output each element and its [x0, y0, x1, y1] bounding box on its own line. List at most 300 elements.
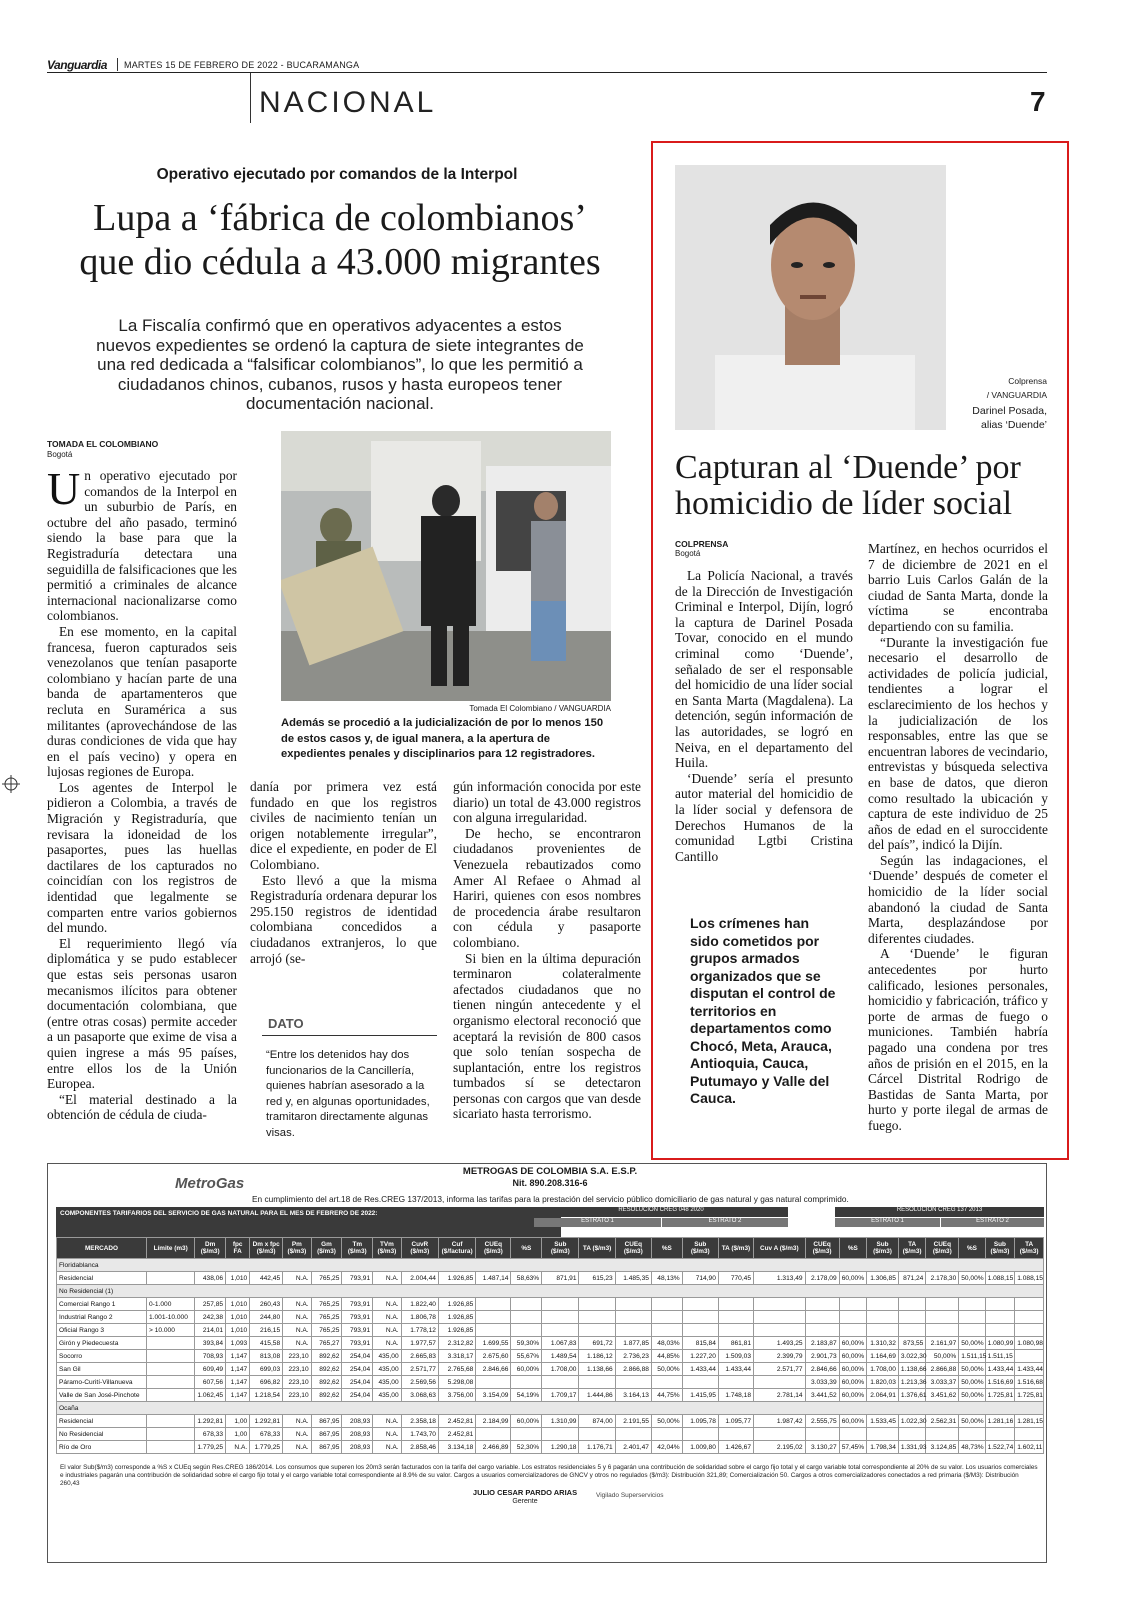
table-cell: 442,45: [250, 1272, 283, 1285]
column-header: fpc FA: [226, 1238, 250, 1259]
table-cell: [1015, 1428, 1044, 1441]
table-cell: N.A.: [283, 1441, 312, 1454]
table-cell: 257,85: [195, 1298, 226, 1311]
table-cell: N.A.: [283, 1337, 312, 1350]
table-cell: [985, 1428, 1015, 1441]
table-cell: 60,00%: [839, 1415, 866, 1428]
table-cell: [985, 1298, 1015, 1311]
paragraph: Los agentes de Interpol le pidieron a Colombia, a través de Migración y Registraduría, que revisara la idoneidad de los pasaportes, pues las huellas dactilares de los capturados no coincidían con los registros de identidad que legalmente se comparten entre varios gobiernos del mundo.: [47, 779, 237, 936]
table-cell: 714,90: [682, 1272, 718, 1285]
section-title: NACIONAL: [259, 86, 437, 119]
table-cell: [511, 1376, 542, 1389]
table-cell: [926, 1324, 959, 1337]
table-cell: 874,00: [579, 1415, 615, 1428]
dato-text: “Entre los detenidos hay dos funcionarios de la Cancillería, quienes habrían asesorado a la red y, en algunas oportunidades, tramitaron directamente algunas visas.: [266, 1049, 430, 1139]
table-cell: [867, 1324, 899, 1337]
table-cell: 50,00%: [651, 1415, 682, 1428]
table-cell: [718, 1376, 753, 1389]
table-cell: 1.426,67: [718, 1441, 753, 1454]
table-cell: N.A.: [373, 1298, 402, 1311]
table-cell: [959, 1311, 985, 1324]
tariff-table: [56, 1237, 1044, 1454]
table-cell: 208,93: [342, 1428, 373, 1441]
table-cell: N.A.: [373, 1311, 402, 1324]
table-cell: 1.489,54: [542, 1350, 579, 1363]
table-cell: 54,19%: [511, 1389, 542, 1402]
column-header: Tm ($/m3): [342, 1238, 373, 1259]
table-cell: [147, 1428, 195, 1441]
table-cell: 892,62: [311, 1389, 342, 1402]
table-cell: 58,63%: [511, 1272, 542, 1285]
table-cell: 1,147: [226, 1376, 250, 1389]
table-cell: 1.331,93: [898, 1441, 925, 1454]
table-cell: 1.433,44: [718, 1363, 753, 1376]
table-cell: [511, 1298, 542, 1311]
table-cell: 254,04: [342, 1350, 373, 1363]
table-row: [57, 1272, 1044, 1285]
table-cell: 2.736,23: [615, 1350, 651, 1363]
table-cell: [615, 1298, 651, 1311]
table-cell: 1.487,14: [476, 1272, 511, 1285]
table-cell: 1.708,00: [542, 1363, 579, 1376]
table-cell: 1.444,86: [579, 1389, 615, 1402]
column-header: Cuv A ($/m3): [754, 1238, 806, 1259]
table-cell: [542, 1311, 579, 1324]
table-cell: 3.068,63: [401, 1389, 438, 1402]
table-cell: 50,00%: [959, 1272, 985, 1285]
table-section-cell: No Residencial (1): [57, 1285, 1044, 1298]
table-cell: [579, 1376, 615, 1389]
table-section-cell: Ocaña: [57, 1402, 1044, 1415]
table-cell: [1015, 1311, 1044, 1324]
column-header: %S: [651, 1238, 682, 1259]
main-column-3: [453, 779, 641, 1122]
table-cell: [147, 1272, 195, 1285]
paragraph: El requerimiento llegó vía diplomática y se pudo establecer que estas seis personas usaron mecanismos ilícitos para obtener documentación colombiana, que (entre otras cosas) permite acceder a un pasaporte que exime de visa a quien ingrese a más 95 países, entre ellos los de la Unión Europea.: [47, 935, 237, 1092]
table-cell: 2.846,66: [476, 1363, 511, 1376]
brand-logo: Vanguardia: [47, 58, 107, 72]
table-cell: 3.154,09: [476, 1389, 511, 1402]
table-cell: N.A.: [373, 1415, 402, 1428]
column-header: TA ($/m3): [579, 1238, 615, 1259]
table-cell: 1.511,15: [959, 1350, 985, 1363]
table-cell: 867,95: [311, 1441, 342, 1454]
table-cell: N.A.: [226, 1441, 250, 1454]
table-cell: 1.516,68: [1015, 1376, 1044, 1389]
table-cell: 1.433,44: [682, 1363, 718, 1376]
table-cell: 2.846,66: [805, 1363, 839, 1376]
pull-quote: Los crímenes han sido cometidos por grupos armados organizados que se disputan el control de territorios en departamentos como Chocó, Meta, Arauca, Antioquia, Cauca, Putumayo y Valle del Cauca.: [690, 915, 836, 1106]
table-cell: 1.227,20: [682, 1350, 718, 1363]
table-cell: [476, 1428, 511, 1441]
registration-mark-icon: [2, 775, 20, 793]
table-row: [57, 1415, 1044, 1428]
table-cell: [805, 1311, 839, 1324]
table-cell: 60,00%: [839, 1363, 866, 1376]
table-cell: 60,00%: [839, 1376, 866, 1389]
dato-rule: [262, 1035, 437, 1036]
table-cell: 892,62: [311, 1350, 342, 1363]
table-cell: [1015, 1350, 1044, 1363]
table-cell: [147, 1350, 195, 1363]
table-cell: 2.358,18: [401, 1415, 438, 1428]
table-cell: San Gil: [57, 1363, 147, 1376]
table-cell: 216,15: [250, 1324, 283, 1337]
column-header: CUEq ($/m3): [476, 1238, 511, 1259]
table-cell: [542, 1376, 579, 1389]
table-cell: [959, 1428, 985, 1441]
table-cell: 770,45: [718, 1272, 753, 1285]
table-cell: 1.281,16: [985, 1415, 1015, 1428]
table-cell: 2.765,68: [438, 1363, 475, 1376]
table-cell: 1.080,99: [985, 1337, 1015, 1350]
masthead-divider: [117, 58, 118, 71]
table-cell: [718, 1324, 753, 1337]
table-cell: 50,00%: [959, 1363, 985, 1376]
table-cell: 223,10: [283, 1363, 312, 1376]
tariff-table-wrap: [56, 1207, 1044, 1454]
column-header: Cuf ($/factura): [438, 1238, 475, 1259]
table-row: [57, 1441, 1044, 1454]
column-header: Gm ($/m3): [311, 1238, 342, 1259]
table-cell: 2.183,87: [805, 1337, 839, 1350]
table-cell: [476, 1311, 511, 1324]
table-cell: [959, 1298, 985, 1311]
table-cell: 1.806,78: [401, 1311, 438, 1324]
table-cell: 2.866,88: [615, 1363, 651, 1376]
table-row: [57, 1363, 1044, 1376]
table-cell: 254,04: [342, 1389, 373, 1402]
table-cell: 223,10: [283, 1389, 312, 1402]
table-cell: 2.184,99: [476, 1415, 511, 1428]
table-cell: 678,33: [195, 1428, 226, 1441]
table-cell: 44,85%: [651, 1350, 682, 1363]
table-cell: 1.926,85: [438, 1272, 475, 1285]
table-cell: [718, 1311, 753, 1324]
table-cell: N.A.: [283, 1428, 312, 1441]
dateline: MARTES 15 DE FEBRERO DE 2022 - BUCARAMANGA: [124, 60, 360, 70]
table-cell: 1.533,45: [867, 1415, 899, 1428]
table-cell: 48,03%: [651, 1337, 682, 1350]
table-row: [57, 1389, 1044, 1402]
table-cell: 892,62: [311, 1363, 342, 1376]
table-cell: 2.401,47: [615, 1441, 651, 1454]
company-nit: Nit. 890.208.316-6: [512, 1178, 588, 1188]
suspect-caption-2: alias ‘Duende’: [981, 419, 1047, 431]
table-cell: [579, 1311, 615, 1324]
table-cell: 1,010: [226, 1298, 250, 1311]
table-cell: 813,08: [250, 1350, 283, 1363]
table-cell: 1.699,55: [476, 1337, 511, 1350]
table-cell: 44,75%: [651, 1389, 682, 1402]
suspect-photo-illustration: [675, 165, 946, 430]
table-cell: 1.709,17: [542, 1389, 579, 1402]
table-cell: 1,010: [226, 1324, 250, 1337]
table-cell: [805, 1428, 839, 1441]
table-cell: 691,72: [579, 1337, 615, 1350]
table-cell: > 10.000: [147, 1324, 195, 1337]
table-cell: 1,00: [226, 1428, 250, 1441]
table-cell: 2.901,73: [805, 1350, 839, 1363]
side-byline: COLPRENSA: [675, 539, 729, 549]
table-cell: 1,147: [226, 1389, 250, 1402]
paragraph: Según las indagaciones, el ‘Duende’ después de cometer el homicidio de la líder social abandonó la ciudad de Santa Marta, desplazándose por diferentes ciudades.: [868, 852, 1048, 946]
photo-credit: Tomada El Colombiano / VANGUARDIA: [469, 704, 611, 713]
table-row: [57, 1402, 1044, 1415]
table-cell: 892,62: [311, 1376, 342, 1389]
table-cell: 765,25: [311, 1324, 342, 1337]
table-cell: 1.164,69: [867, 1350, 899, 1363]
table-cell: 765,25: [311, 1298, 342, 1311]
table-cell: [147, 1415, 195, 1428]
table-cell: 2.858,46: [401, 1441, 438, 1454]
table-cell: 42,04%: [651, 1441, 682, 1454]
table-cell: 254,04: [342, 1376, 373, 1389]
table-cell: 1.509,03: [718, 1350, 753, 1363]
table-cell: 48,13%: [651, 1272, 682, 1285]
table-cell: 2.064,91: [867, 1389, 899, 1402]
table-cell: [476, 1376, 511, 1389]
table-cell: 699,03: [250, 1363, 283, 1376]
table-cell: 1.138,66: [579, 1363, 615, 1376]
table-header-row: [57, 1238, 1044, 1259]
table-cell: 3.134,18: [438, 1441, 475, 1454]
resolution-048: RESOLUCIÓN CREG 048 2020: [534, 1207, 788, 1217]
table-cell: Socorro: [57, 1350, 147, 1363]
table-cell: 60,00%: [839, 1337, 866, 1350]
resolution-137: RESOLUCIÓN CREG 137 2013: [835, 1207, 1044, 1217]
table-cell: 3.756,00: [438, 1389, 475, 1402]
column-header: Pm ($/m3): [283, 1238, 312, 1259]
side-byline-place: Bogotá: [675, 549, 701, 558]
table-cell: 2.569,56: [401, 1376, 438, 1389]
table-cell: 3.318,17: [438, 1350, 475, 1363]
table-cell: 223,10: [283, 1350, 312, 1363]
table-row: [57, 1259, 1044, 1272]
table-cell: 793,91: [342, 1298, 373, 1311]
table-row: [57, 1337, 1044, 1350]
table-cell: [805, 1324, 839, 1337]
raid-photo: [281, 431, 611, 701]
table-cell: 2.191,55: [615, 1415, 651, 1428]
suspect-caption-1: Darinel Posada,: [972, 405, 1047, 417]
table-cell: [579, 1298, 615, 1311]
table-cell: [542, 1428, 579, 1441]
table-cell: 60,00%: [839, 1389, 866, 1402]
table-cell: N.A.: [373, 1428, 402, 1441]
table-cell: 438,06: [195, 1272, 226, 1285]
table-cell: 0-1.000: [147, 1298, 195, 1311]
table-cell: [147, 1363, 195, 1376]
table-cell: 2.781,14: [754, 1389, 806, 1402]
table-cell: 1.088,15: [985, 1272, 1015, 1285]
table-cell: 3.124,85: [926, 1441, 959, 1454]
table-cell: 50,00%: [959, 1415, 985, 1428]
table-cell: 1.281,15: [1015, 1415, 1044, 1428]
table-cell: [542, 1298, 579, 1311]
table-cell: 2.399,79: [754, 1350, 806, 1363]
table-cell: [615, 1324, 651, 1337]
table-cell: 208,93: [342, 1415, 373, 1428]
table-cell: 2.178,30: [926, 1272, 959, 1285]
table-cell: [985, 1311, 1015, 1324]
table-cell: 59,30%: [511, 1337, 542, 1350]
table-cell: 1.290,18: [542, 1441, 579, 1454]
table-cell: 1.820,03: [867, 1376, 899, 1389]
table-cell: 765,25: [311, 1311, 342, 1324]
table-cell: N.A.: [373, 1272, 402, 1285]
table-cell: [511, 1311, 542, 1324]
table-cell: 2.178,09: [805, 1272, 839, 1285]
byline: TOMADA EL COLOMBIANO: [47, 439, 159, 449]
table-cell: [615, 1376, 651, 1389]
paragraph: Martínez, en hechos ocurridos el 7 de diciembre de 2021 en el barrio Luis Carlos Galán de la ciudad de Santa Marta, donde la víctima se encontraba departiendo con su familia.: [868, 541, 1048, 634]
table-row: [57, 1311, 1044, 1324]
side-column-2: [868, 541, 1048, 1134]
column-header: Sub ($/m3): [985, 1238, 1015, 1259]
table-cell: 3.033,37: [926, 1376, 959, 1389]
table-cell: 1.095,78: [682, 1415, 718, 1428]
table-cell: 708,93: [195, 1350, 226, 1363]
table-cell: 52,30%: [511, 1441, 542, 1454]
estrato-2-137: ESTRATO 2: [941, 1218, 1044, 1227]
table-cell: N.A.: [283, 1298, 312, 1311]
table-cell: [579, 1324, 615, 1337]
table-cell: [839, 1311, 866, 1324]
column-header: TA ($/m3): [1015, 1238, 1044, 1259]
table-cell: 208,93: [342, 1441, 373, 1454]
table-cell: 1.009,80: [682, 1441, 718, 1454]
table-cell: 765,27: [311, 1337, 342, 1350]
table-cell: [651, 1376, 682, 1389]
table-cell: [682, 1311, 718, 1324]
column-header: Sub ($/m3): [682, 1238, 718, 1259]
table-cell: [754, 1428, 806, 1441]
table-cell: 214,01: [195, 1324, 226, 1337]
table-cell: 1.062,45: [195, 1389, 226, 1402]
table-cell: [651, 1298, 682, 1311]
table-cell: 3.451,62: [926, 1389, 959, 1402]
masthead-rule: [47, 72, 1047, 73]
table-cell: 1.877,85: [615, 1337, 651, 1350]
table-cell: 435,00: [373, 1363, 402, 1376]
table-cell: 1.511,15: [985, 1350, 1015, 1363]
table-cell: 1.088,15: [1015, 1272, 1044, 1285]
table-cell: [985, 1324, 1015, 1337]
table-cell: [754, 1298, 806, 1311]
table-cell: 2.466,89: [476, 1441, 511, 1454]
table-cell: 2.195,02: [754, 1441, 806, 1454]
table-cell: N.A.: [283, 1415, 312, 1428]
table-cell: 1.516,69: [985, 1376, 1015, 1389]
table-cell: 244,80: [250, 1311, 283, 1324]
table-cell: 3.164,13: [615, 1389, 651, 1402]
table-cell: 2.571,77: [401, 1363, 438, 1376]
table-cell: 1.798,34: [867, 1441, 899, 1454]
suspect-photo-credit-1: Colprensa: [1008, 376, 1047, 386]
table-cell: [147, 1337, 195, 1350]
table-cell: N.A.: [283, 1272, 312, 1285]
table-cell: No Residencial: [57, 1428, 147, 1441]
table-cell: 1.138,66: [898, 1363, 925, 1376]
table-cell: 1.313,49: [754, 1272, 806, 1285]
table-cell: 1.067,83: [542, 1337, 579, 1350]
table-cell: [867, 1311, 899, 1324]
table-cell: N.A.: [373, 1324, 402, 1337]
suspect-photo: [675, 165, 946, 430]
table-cell: 1.926,85: [438, 1324, 475, 1337]
table-cell: [898, 1428, 925, 1441]
table-cell: 2.452,81: [438, 1415, 475, 1428]
table-cell: 2.452,81: [438, 1428, 475, 1441]
table-cell: [959, 1324, 985, 1337]
metrogas-logo: MetroGas: [175, 1175, 245, 1192]
table-cell: 5.298,08: [438, 1376, 475, 1389]
table-cell: 793,91: [342, 1337, 373, 1350]
table-cell: Girón y Piedecuesta: [57, 1337, 147, 1350]
kicker: Operativo ejecutado por comandos de la Interpol: [156, 166, 518, 183]
table-cell: [651, 1324, 682, 1337]
paragraph: n operativo ejecutado por comandos de la Interpol en un suburbio de París, en octubre del año pasado, terminó siendo la base para que la Registraduría detectara una seguidilla de falsificaciones que les permitió a criminales de alcance internacional nacionalizarse como colombianos.: [47, 468, 237, 624]
estrato-2-048: ESTRATO 2: [662, 1218, 788, 1227]
table-cell: 1.433,44: [1015, 1363, 1044, 1376]
table-cell: 815,84: [682, 1337, 718, 1350]
table-cell: [579, 1428, 615, 1441]
ad-footnote: El valor Sub($/m3) corresponde a %S x CUEq según Res.CREG 186/2014. Los consumos que superen los 20m3 serán facturados con la tarifa del cargo variable. Los estratos residenciales 5 y 6 pagarán una contribución de solidaridad sobre el cargo fijo total y el cargo variable total correspondiente al 20% de su valor. Los usuarios comerciales e industriales pagarán una contribución de solidaridad sobre el cargo fijo total y el cargo variable total correspondiente al 8.9% de su valor. Cargos a usuarios comercializadores de GNCV y otros no regulados ($/m3): Distribución 321,89; Comercialización 50. Cargos a otros comercializadores conectados a red primaria ($/M3): Distribución 260,43: [60, 1464, 1038, 1487]
table-cell: 1,010: [226, 1311, 250, 1324]
table-cell: Páramo-Curití-Villanueva: [57, 1376, 147, 1389]
suspect-photo-credit-2: / VANGUARDIA: [986, 390, 1047, 400]
table-cell: 2.161,97: [926, 1337, 959, 1350]
paragraph: De hecho, se encontraron ciudadanos provenientes de Venezuela rebautizados como Amer Al Refaee o Ahmad al Hariri, quienes con esos nombres de procedencia árabe resultaron con cédula y pasaporte colombiano.: [453, 825, 641, 950]
column-header: Sub ($/m3): [542, 1238, 579, 1259]
table-cell: 48,73%: [959, 1441, 985, 1454]
table-cell: N.A.: [283, 1311, 312, 1324]
table-cell: [754, 1324, 806, 1337]
table-cell: [651, 1428, 682, 1441]
photo-caption: Además se procedió a la judicialización de por lo menos 150 de estos casos y, de igual manera, a la apertura de expedientes penales y disciplinarios para 12 registradores.: [281, 717, 604, 760]
table-cell: [476, 1324, 511, 1337]
ad-intro: En cumplimiento del art.18 de Res.CREG 137/2013, informa las tarifas para la prestación del servicio público domiciliario de gas natural y gas natural comprimido.: [252, 1194, 849, 1204]
table-cell: [839, 1298, 866, 1311]
table-cell: 1.213,36: [898, 1376, 925, 1389]
table-section-cell: Floridablanca: [57, 1259, 1044, 1272]
column-header: Dm ($/m3): [195, 1238, 226, 1259]
table-cell: [867, 1298, 899, 1311]
table-cell: 2.866,88: [926, 1363, 959, 1376]
byline-place: Bogotá: [47, 450, 73, 459]
deck: La Fiscalía confirmó que en operativos adyacentes a estos nuevos expedientes se ordenó la captura de siete integrantes de una red dedicada a “falsificar colombianos”, lo que les permitió a ciudadanos chinos, cubanos, rusos y hasta europeos tener documentación nacional.: [96, 316, 584, 413]
table-row: [57, 1285, 1044, 1298]
column-header: Límite (m3): [147, 1238, 195, 1259]
table-cell: 60,00%: [511, 1363, 542, 1376]
table-cell: 867,95: [311, 1415, 342, 1428]
table-cell: 1,00: [226, 1415, 250, 1428]
table-body: [57, 1259, 1044, 1454]
table-cell: 793,91: [342, 1272, 373, 1285]
table-row: [57, 1376, 1044, 1389]
vigilado-badge: Vigilado Superservicios: [596, 1492, 664, 1499]
table-cell: 1.977,57: [401, 1337, 438, 1350]
table-cell: Comercial Rango 1: [57, 1298, 147, 1311]
table-cell: 871,24: [898, 1272, 925, 1285]
table-cell: 1.433,44: [985, 1363, 1015, 1376]
paragraph: Si bien en la última depuración terminaron colateralmente afectados ciudadanos que no tienen ningún antecedente y el organismo electoral reconoció que aceptará la revisión de 800 casos que solo tenían sospecha de suplantación, entre los registros tumbados sí se detectaron personas con cargos que van desde sicariato hasta terrorismo.: [453, 950, 641, 1122]
table-cell: 1.186,12: [579, 1350, 615, 1363]
table-cell: [718, 1298, 753, 1311]
table-cell: [805, 1298, 839, 1311]
table-cell: [898, 1311, 925, 1324]
